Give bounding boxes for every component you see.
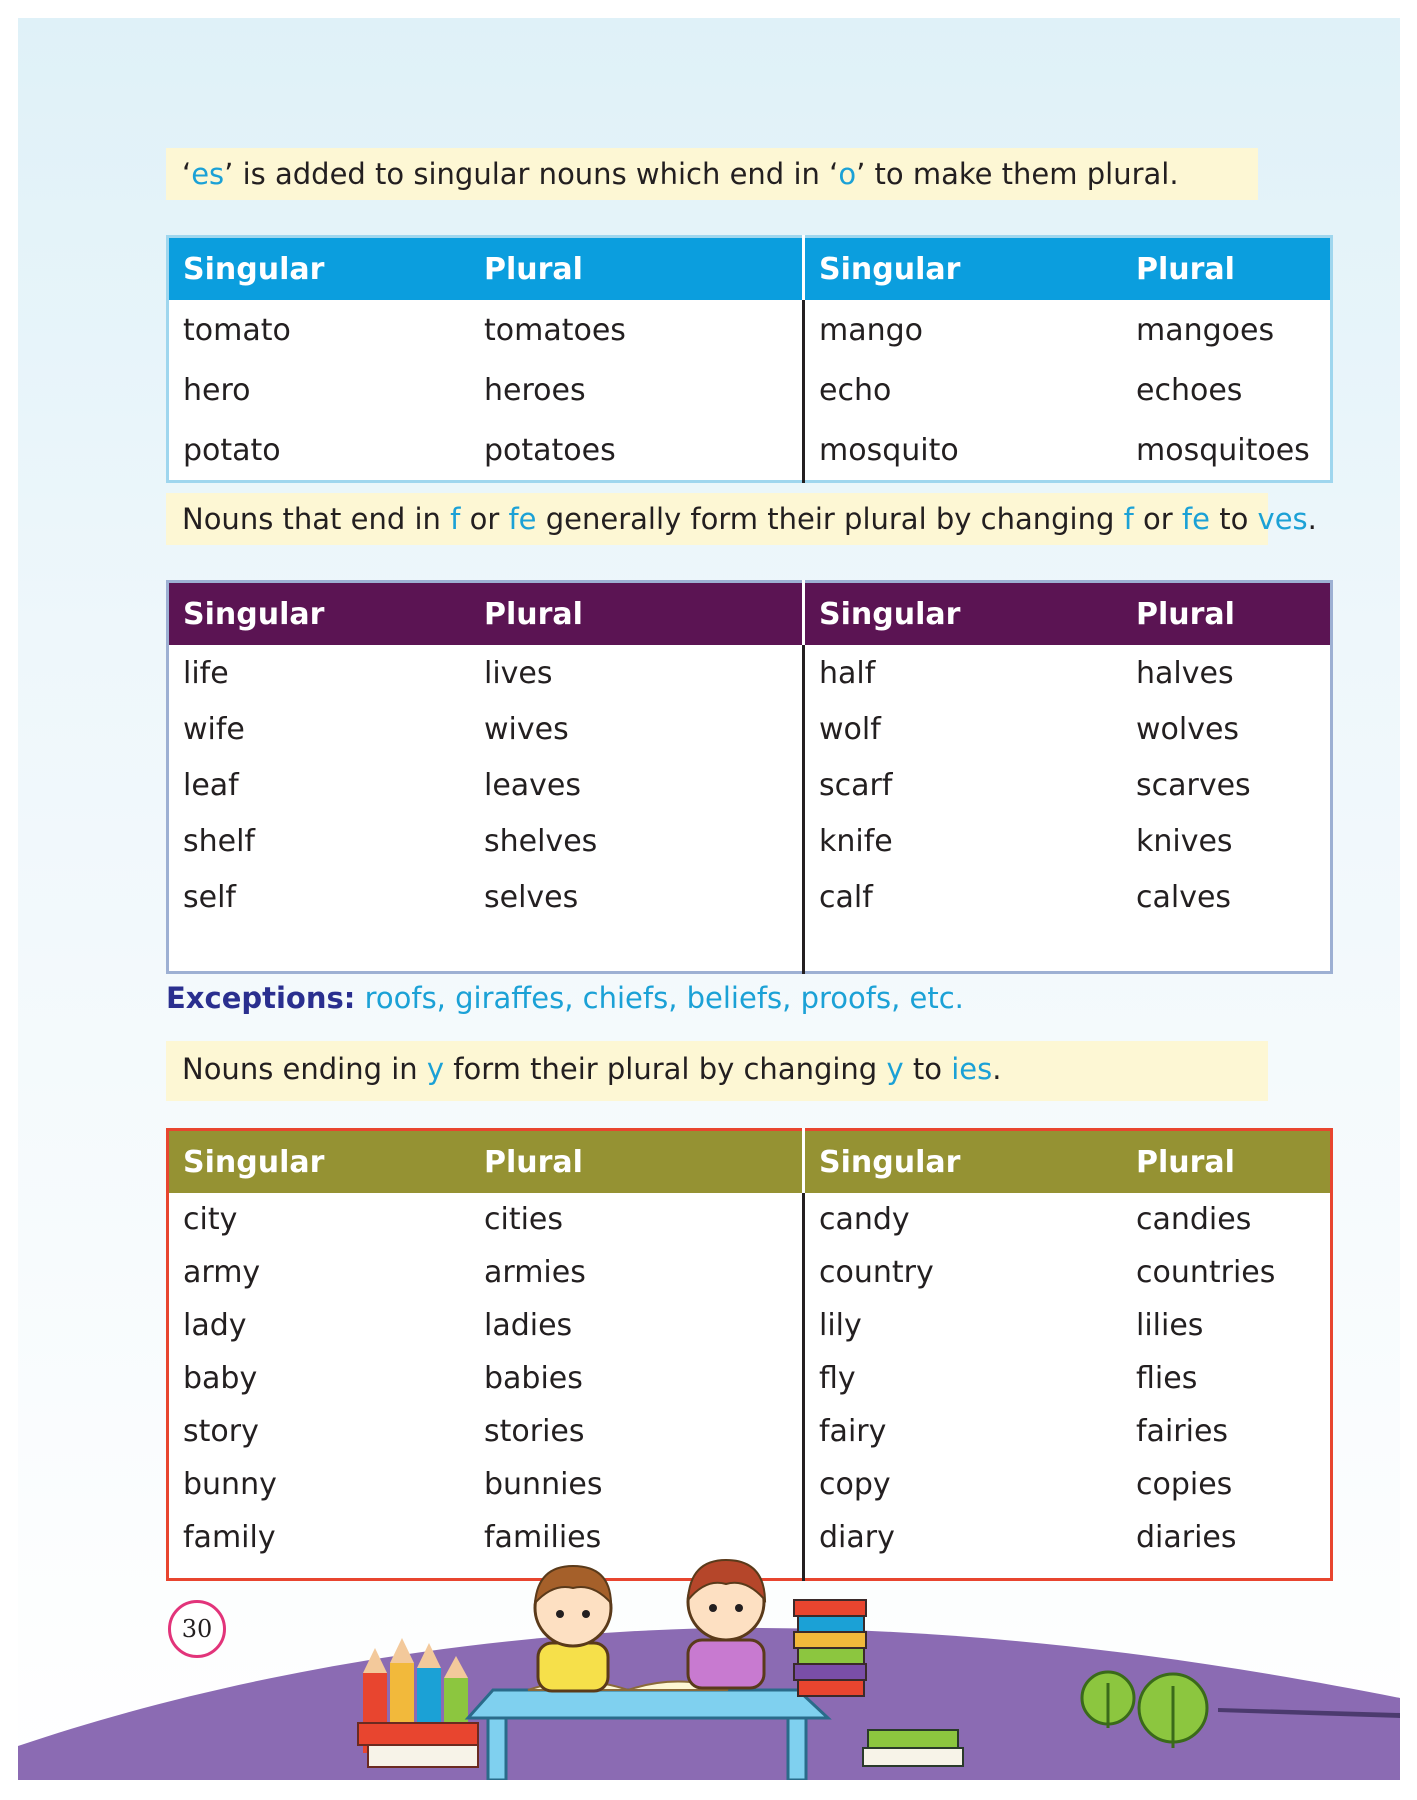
plural-cell: countries bbox=[1136, 1255, 1276, 1290]
plural-cell: tomatoes bbox=[470, 300, 804, 360]
header-singular: Singular bbox=[804, 237, 1123, 301]
rule-highlight: f bbox=[450, 502, 461, 536]
singular-cell: mosquito bbox=[819, 432, 959, 468]
plural-cell: heroes bbox=[470, 360, 804, 420]
header-plural: Plural bbox=[1122, 1130, 1332, 1194]
singular-cell: copy bbox=[819, 1467, 891, 1502]
rule-text: Nouns ending in bbox=[182, 1052, 427, 1086]
header-plural: Plural bbox=[470, 582, 804, 646]
plural-cell: calves bbox=[1136, 879, 1232, 915]
rule-highlight: fe bbox=[1181, 502, 1210, 536]
plural-cell: scarves bbox=[1136, 767, 1251, 803]
plural-cell: selves bbox=[470, 869, 804, 925]
plural-cell: armies bbox=[470, 1246, 804, 1299]
rule-text: ’ is added to singular nouns which end in ‘ bbox=[224, 157, 839, 191]
singular-cell: wolf bbox=[819, 711, 881, 747]
singular-cell: story bbox=[183, 1414, 259, 1449]
singular-cell: tomato bbox=[183, 312, 291, 348]
plural-cell: potatoes bbox=[470, 420, 804, 482]
plural-cell: babies bbox=[470, 1352, 804, 1405]
singular-cell: echo bbox=[819, 372, 892, 408]
book-pile-icon bbox=[863, 1730, 963, 1766]
header-plural: Plural bbox=[470, 237, 804, 301]
plural-cell: mosquitoes bbox=[1136, 432, 1310, 468]
plural-cell: wolves bbox=[1136, 711, 1240, 747]
rule-text: to bbox=[1209, 502, 1258, 536]
singular-cell: mango bbox=[819, 312, 924, 348]
rule-highlight: ves bbox=[1257, 502, 1308, 536]
rule-highlight: f bbox=[1123, 502, 1134, 536]
header-plural: Plural bbox=[470, 1130, 804, 1194]
tall-book-stack-icon bbox=[794, 1600, 866, 1696]
singular-cell: wife bbox=[183, 711, 245, 747]
rule-highlight: ies bbox=[951, 1052, 993, 1086]
singular-cell: shelf bbox=[183, 823, 255, 859]
boy-character-icon bbox=[535, 1566, 611, 1691]
plural-cell: stories bbox=[470, 1405, 804, 1458]
header-singular: Singular bbox=[168, 1130, 471, 1194]
singular-cell: bunny bbox=[183, 1467, 277, 1502]
plural-cell: lilies bbox=[1136, 1308, 1204, 1343]
singular-cell: baby bbox=[183, 1361, 258, 1396]
singular-cell: self bbox=[183, 879, 236, 915]
singular-cell: city bbox=[183, 1202, 238, 1237]
rule-highlight: y bbox=[886, 1052, 904, 1086]
exceptions-label: Exceptions: bbox=[166, 981, 356, 1015]
singular-cell: country bbox=[819, 1255, 934, 1290]
rule-text: or bbox=[1133, 502, 1182, 536]
singular-cell: half bbox=[819, 655, 876, 691]
plural-cell: shelves bbox=[470, 813, 804, 869]
header-singular: Singular bbox=[804, 1130, 1123, 1194]
rule-highlight: o bbox=[838, 157, 857, 191]
exceptions-list: roofs, giraffes, chiefs, beliefs, proofs, etc. bbox=[364, 981, 964, 1015]
rule-highlight: es bbox=[191, 157, 225, 191]
rule-text: generally form their plural by changing bbox=[536, 502, 1124, 536]
book-stack-icon bbox=[358, 1723, 478, 1767]
rule-text: ’ to make them plural. bbox=[856, 157, 1179, 191]
footer-illustration bbox=[18, 18, 1400, 1780]
header-plural: Plural bbox=[1122, 582, 1332, 646]
rule-text: ‘ bbox=[182, 157, 192, 191]
singular-cell: diary bbox=[819, 1520, 895, 1555]
header-singular: Singular bbox=[168, 237, 471, 301]
plural-cell: diaries bbox=[1136, 1520, 1237, 1555]
singular-cell: lady bbox=[183, 1308, 247, 1343]
plural-cell: mangoes bbox=[1136, 312, 1275, 348]
girl-character-icon bbox=[688, 1560, 765, 1688]
singular-cell: leaf bbox=[183, 767, 239, 803]
rule-text: . bbox=[992, 1052, 1002, 1086]
rule-text: Nouns that end in bbox=[182, 502, 451, 536]
plural-cell: families bbox=[470, 1511, 804, 1564]
plural-cell: leaves bbox=[470, 757, 804, 813]
rule-text: to bbox=[903, 1052, 952, 1086]
plural-cell: flies bbox=[1136, 1361, 1198, 1396]
header-plural: Plural bbox=[1122, 237, 1332, 301]
plural-cell: halves bbox=[1136, 655, 1234, 691]
header-singular: Singular bbox=[804, 582, 1123, 646]
header-singular: Singular bbox=[168, 582, 471, 646]
plural-cell: echoes bbox=[1136, 372, 1243, 408]
rule-highlight: fe bbox=[508, 502, 537, 536]
singular-cell: calf bbox=[819, 879, 873, 915]
singular-cell: lily bbox=[819, 1308, 862, 1343]
singular-cell: knife bbox=[819, 823, 893, 859]
singular-cell: fly bbox=[819, 1361, 856, 1396]
singular-cell: candy bbox=[819, 1202, 910, 1237]
singular-cell: family bbox=[183, 1520, 276, 1555]
plural-cell: copies bbox=[1136, 1467, 1233, 1502]
rule-highlight: y bbox=[426, 1052, 445, 1086]
plural-cell: knives bbox=[1136, 823, 1233, 859]
singular-cell: army bbox=[183, 1255, 261, 1290]
plural-cell: bunnies bbox=[470, 1458, 804, 1511]
rule-text: or bbox=[460, 502, 509, 536]
plural-cell: lives bbox=[470, 645, 804, 701]
plural-cell: fairies bbox=[1136, 1414, 1229, 1449]
page bbox=[18, 18, 1400, 1780]
plural-cell: cities bbox=[470, 1193, 804, 1246]
rule-text: form their plural by changing bbox=[444, 1052, 887, 1086]
singular-cell: scarf bbox=[819, 767, 893, 803]
plural-cell: wives bbox=[470, 701, 804, 757]
singular-cell: fairy bbox=[819, 1414, 887, 1449]
page-number: 30 bbox=[168, 1600, 226, 1658]
singular-cell: life bbox=[183, 655, 229, 691]
singular-cell: hero bbox=[183, 372, 251, 408]
rule-text: . bbox=[1307, 502, 1317, 536]
singular-cell: potato bbox=[183, 432, 281, 468]
plural-cell: candies bbox=[1136, 1202, 1252, 1237]
plural-cell: ladies bbox=[470, 1299, 804, 1352]
